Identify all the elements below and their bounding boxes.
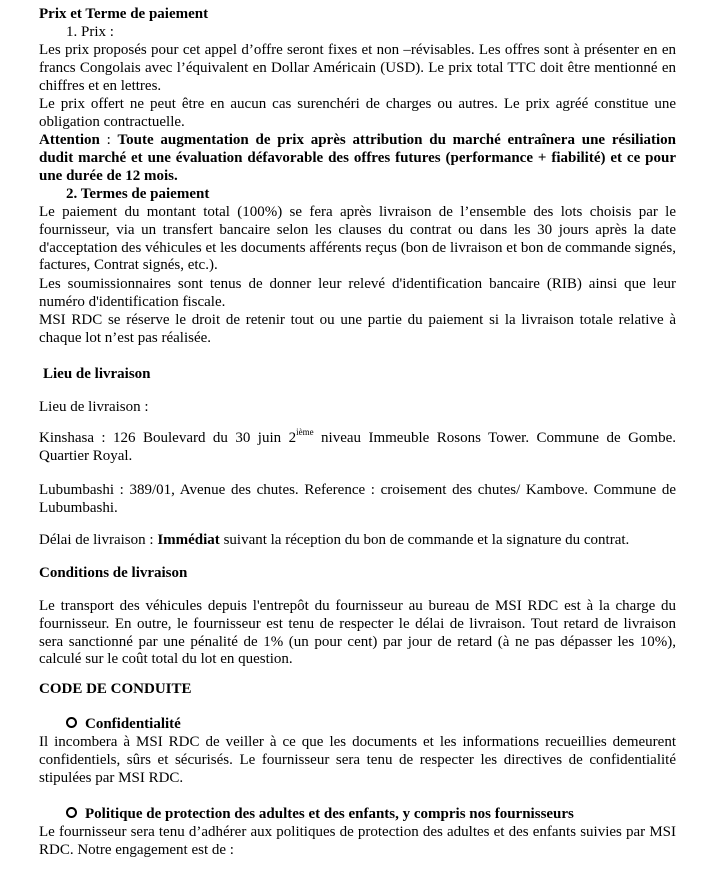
politique-label: Politique de protection des adultes et des enfants, y compris nos fournisseurs bbox=[85, 806, 574, 822]
address-kinshasa bbox=[39, 427, 676, 466]
delai-label: Délai de livraison : bbox=[39, 532, 158, 548]
paragraph-prix-offres: Les prix proposés pour cet appel d’offre seront fixes et non –révisables. Les offres sont à présenter en en francs Congolais avec l’équivalent en Dollar Américain (USD). Le prix total TTC doit être mentionné en chiffres et en lettres. bbox=[39, 42, 676, 94]
section-heading-lieu: Lieu de livraison bbox=[43, 366, 151, 382]
subheading-termes-paiement: 2. Termes de paiement bbox=[66, 186, 210, 202]
section-heading-code-conduite: CODE DE CONDUITE bbox=[39, 681, 192, 697]
lieu-label: Lieu de livraison : bbox=[39, 399, 149, 415]
subheading-prix: 1. Prix : bbox=[66, 24, 114, 40]
paragraph-conditions: Le transport des véhicules depuis l'entrepôt du fournisseur au bureau de MSI RDC est à la charge du fournisseur. En outre, le fournisseur est tenu de respecter le délai de livraison. Tout retard de livraison sera sanctionné par une pénalité de 1% (un pour cent) par jour de retard (à ne pas dépasser les 10%), calculé sur le coût total du lot en question. bbox=[39, 598, 676, 668]
paragraph-politique: Le fournisseur sera tenu d’adhérer aux politiques de protection des adultes et des enfants suivies par MSI RDC. Notre engagement est de : bbox=[39, 824, 676, 858]
confidentialite-label: Confidentialité bbox=[85, 716, 181, 732]
address-lubumbashi: Lubumbashi : 389/01, Avenue des chutes. Reference : croisement des chutes/ Kambove. Commune de Lubumbashi. bbox=[39, 482, 676, 516]
section-heading-prix-terme: Prix et Terme de paiement bbox=[39, 6, 209, 22]
paragraph-attention bbox=[39, 132, 676, 185]
subheading-politique-protection bbox=[66, 806, 686, 824]
paragraph-rib: Les soumissionnaires sont tenus de donner leur relevé d'identification bancaire (RIB) ainsi que leur numéro d'identification fiscale. bbox=[39, 276, 676, 310]
paragraph-paiement-total: Le paiement du montant total (100%) se fera après livraison de l’ensemble des lots choisis par le fournisseur, via un transfert bancaire selon les clauses du contrat ou dans les 30 jours après la date d'acceptation des véhicules et les documents afférents reçus (bon de livraison et bon de commande signés, factures, Contrat signés, etc.). bbox=[39, 204, 676, 274]
subheading-confidentialite bbox=[66, 716, 666, 734]
circle-bullet-icon bbox=[66, 807, 77, 818]
attention-label: Attention bbox=[39, 132, 100, 148]
kinshasa-text-a: Kinshasa : 126 Boulevard du 30 juin 2 bbox=[39, 430, 297, 446]
delai-text: suivant la réception du bon de commande et la signature du contrat. bbox=[219, 532, 630, 548]
attention-separator: : bbox=[99, 132, 118, 148]
kinshasa-text-b: niveau Immeuble Rosons Tower. Commune de Gombe. Quartier Royal. bbox=[39, 430, 676, 464]
attention-text: Toute augmentation de prix après attribution du marché entraînera une résiliation dudit marché et une évaluation défavorable des offres futures (performance + fiabilité) et ce pour une durée de 12 mois. bbox=[39, 132, 676, 184]
delai-value: Immédiat bbox=[157, 532, 220, 548]
paragraph-confidentialite: Il incombera à MSI RDC de veiller à ce que les documents et les informations recueillies demeurent confidentiels, sûrs et sécurisés. Le fournisseur sera tenu de respecter les directives de confidentialité stipulées par MSI RDC. bbox=[39, 734, 676, 786]
paragraph-retenue-paiement: MSI RDC se réserve le droit de retenir tout ou une partie du paiement si la livraison totale relative à chaque lot n’est pas réalisée. bbox=[39, 312, 676, 346]
circle-bullet-icon bbox=[66, 717, 77, 728]
kinshasa-superscript: ième bbox=[296, 427, 314, 437]
delai-livraison bbox=[39, 532, 676, 550]
paragraph-prix-surencheri: Le prix offert ne peut être en aucun cas surenchéri de charges ou autres. Le prix agréé constitue une obligation contractuelle. bbox=[39, 96, 676, 130]
section-heading-conditions: Conditions de livraison bbox=[39, 565, 188, 581]
